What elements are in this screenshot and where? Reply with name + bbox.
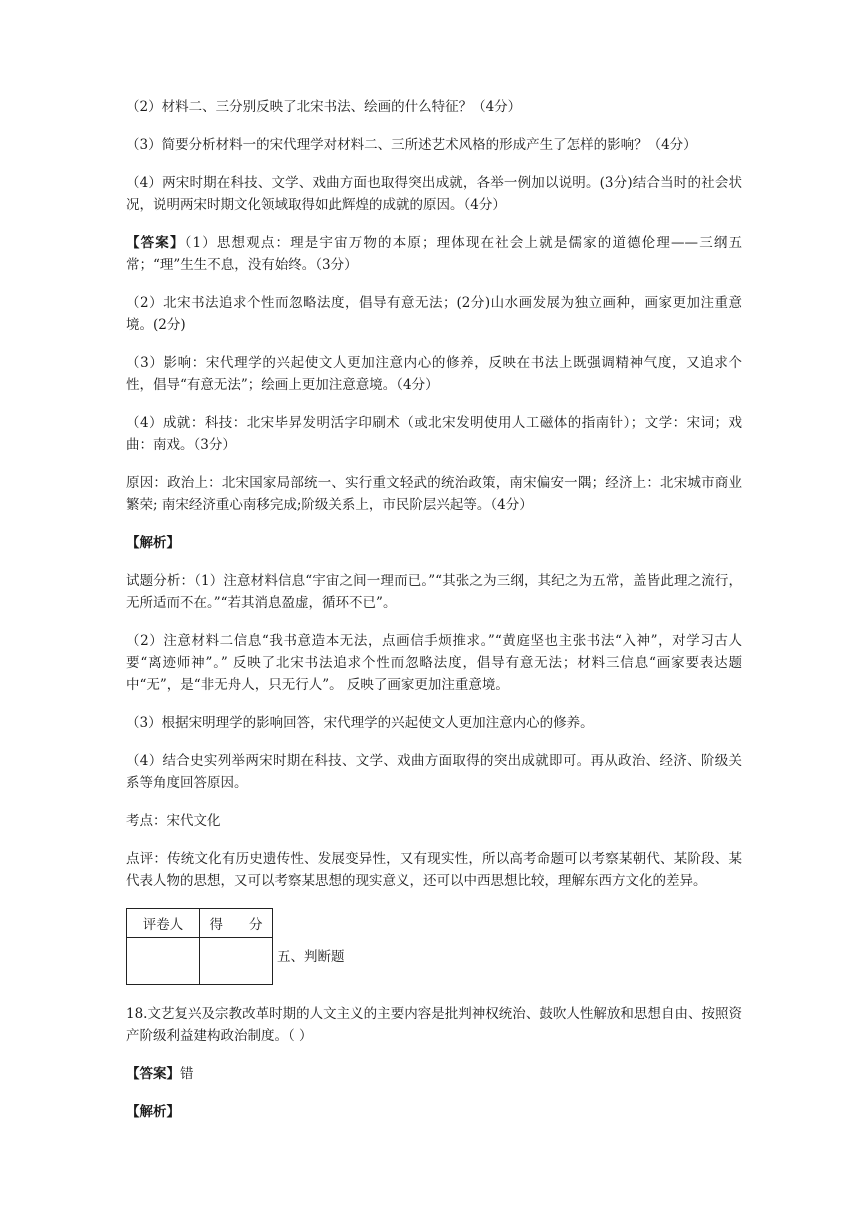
answer-4: （4）成就：科技：北宋毕昇发明活字印刷术（或北宋发明使用人工磁体的指南针）；文学：宋词；戏曲：南戏。（3分） — [126, 415, 742, 453]
analysis-2: （2）注意材料二信息“我书意造本无法，点画信手烦推求。”“黄庭坚也主张书法“入神”，对学习古人要“离迹师神”。” 反映了北宋书法追求个性而忽略法度，倡导有意无法；材料三信息“画家要表达题中“无”，是“非无舟人，只无行人”。 反映了画家更加注重意境。 — [126, 633, 742, 693]
reviewer-cell — [127, 938, 200, 985]
answer-1 — [126, 232, 742, 276]
score-table — [126, 908, 273, 985]
q18-answer-value: 错 — [180, 1066, 194, 1082]
score-row — [126, 908, 742, 985]
analysis-label: 【解析】 — [126, 535, 180, 551]
score-header-b: 分 — [249, 917, 263, 933]
score-cell — [200, 938, 273, 985]
analysis-4: （4）结合史实列举两宋时期在科技、文学、戏曲方面取得的突出成就即可。再从政治、经济、阶级关系等角度回答原因。 — [126, 753, 742, 791]
answer-label: 【答案】 — [126, 235, 185, 251]
question-4: （4）两宋时期在科技、文学、戏曲方面也取得突出成就，各举一例加以说明。(3分)结合当时的社会状况，说明两宋时期文化领域取得如此辉煌的成就的原因。（4分） — [126, 175, 742, 213]
question-18: 18.文艺复兴及宗教改革时期的人文主义的主要内容是批判神权统治、鼓吹人性解放和思想自由、按照资产阶级利益建构政治制度。（ ） — [126, 1006, 742, 1044]
analysis-1: 试题分析：（1）注意材料信息“宇宙之间一理而已。”“其张之为三纲，其纪之为五常，盖皆此理之流行，无所适而不在。”“若其消息盈虚，循环不已”。 — [126, 573, 742, 611]
q18-answer — [126, 1063, 742, 1085]
question-3: （3）简要分析材料一的宋代理学对材料二、三所述艺术风格的形成产生了怎样的影响？（4分） — [126, 137, 697, 153]
kaodian: 考点：宋代文化 — [126, 813, 221, 829]
q18-analysis-label: 【解析】 — [126, 1104, 180, 1120]
section-title: 五、判断题 — [277, 948, 345, 965]
document-content — [126, 96, 742, 1139]
answer-2: （2）北宋书法追求个性而忽略法度，倡导有意无法；(2分)山水画发展为独立画种，画家更加注重意境。(2分) — [126, 295, 742, 333]
analysis-3: （3）根据宋明理学的影响回答，宋代理学的兴起使文人更加注意内心的修养。 — [126, 715, 594, 731]
score-header-a: 得 — [209, 917, 223, 933]
q18-answer-label: 【答案】 — [126, 1066, 180, 1082]
answer-reason: 原因：政治上：北宋国家局部统一、实行重文轻武的统治政策，南宋偏安一隅；经济上：北宋城市商业繁荣; 南宋经济重心南移完成;阶级关系上，市民阶层兴起等。（4分） — [126, 475, 742, 513]
score-header — [200, 909, 273, 938]
answer-3: （3）影响：宋代理学的兴起使文人更加注意内心的修养，反映在书法上既强调精神气度，又追求个性，倡导“有意无法”；绘画上更加注意意境。（4分） — [126, 355, 742, 393]
answer-1-text: （1）思想观点：理是宇宙万物的本原；理体现在社会上就是儒家的道德伦理——三纲五常；“理”生生不息，没有始终。（3分） — [126, 235, 743, 273]
reviewer-header: 评卷人 — [127, 909, 200, 938]
dianping: 点评：传统文化有历史遗传性、发展变异性，又有现实性，所以高考命题可以考察某朝代、某阶段、某代表人物的思想，又可以考察某思想的现实意义，还可以中西思想比较，理解东西方文化的差异。 — [126, 851, 742, 889]
question-2: （2）材料二、三分别反映了北宋书法、绘画的什么特征？（4分） — [126, 99, 522, 115]
